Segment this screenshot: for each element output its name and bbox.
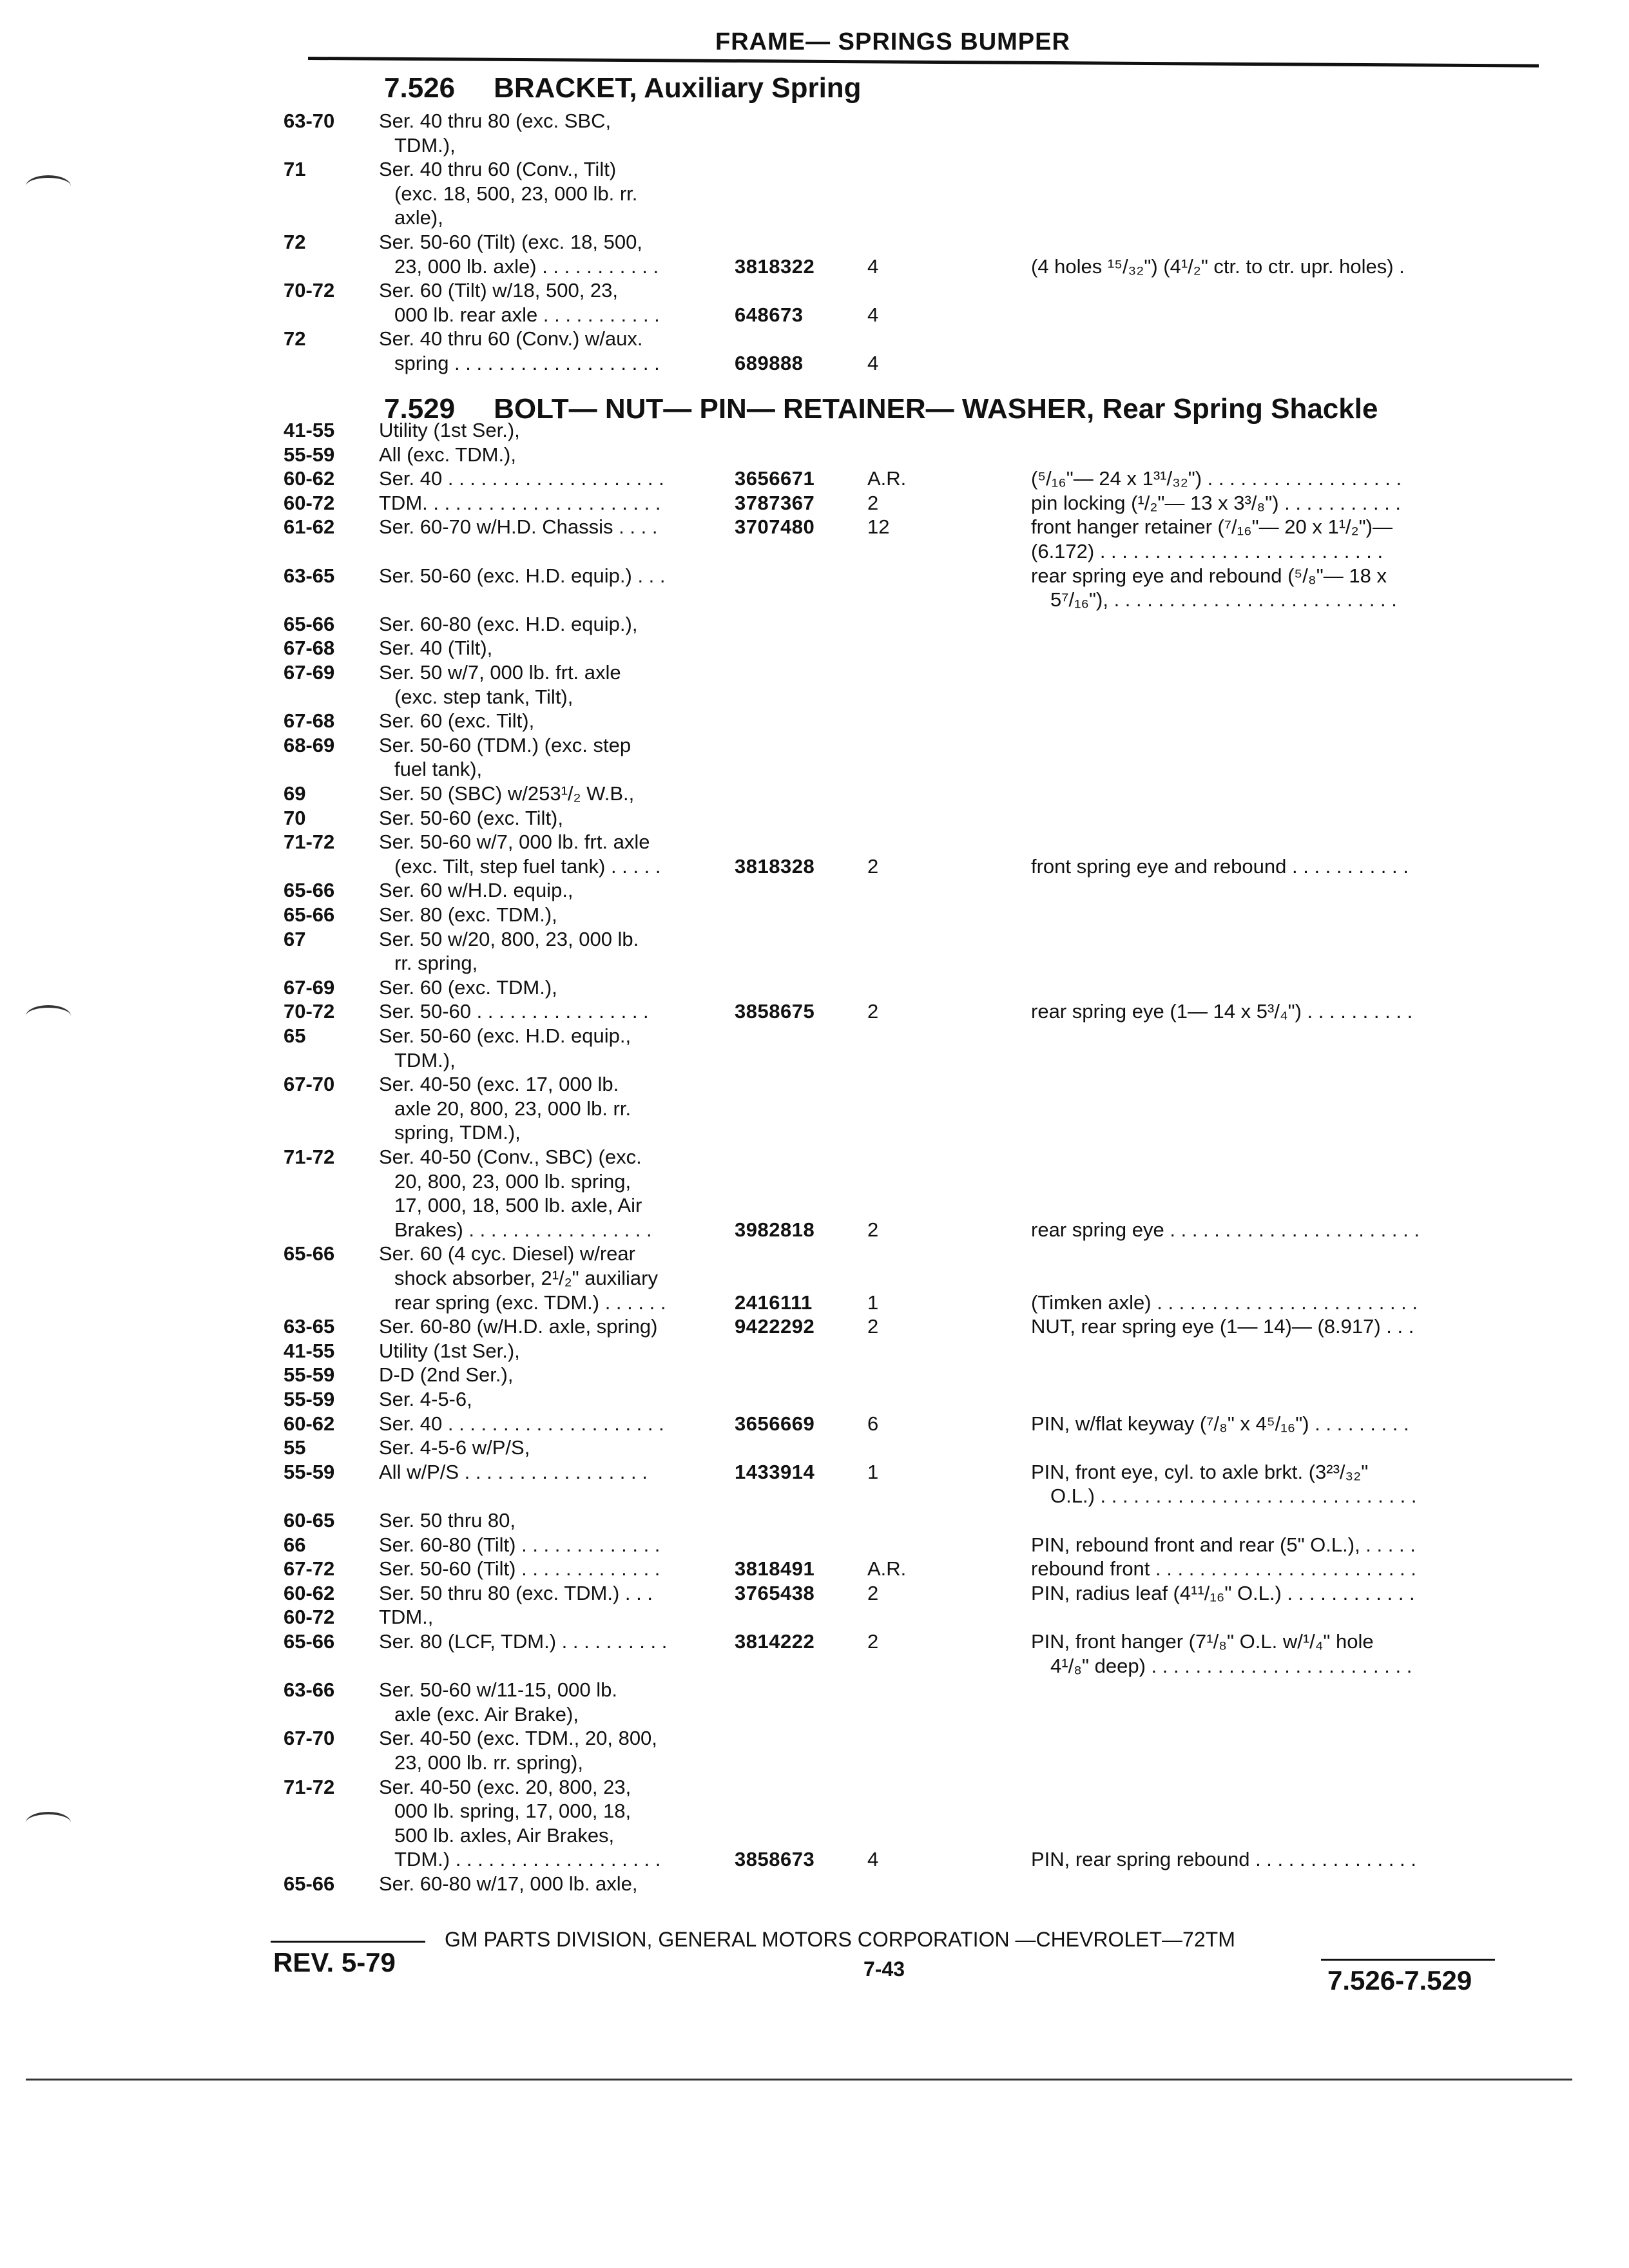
part-row [0,492,1629,515]
part-row [0,1485,1629,1508]
model-years: 63-65 [284,564,335,587]
part-row [0,1267,1629,1290]
quantity: 2 [867,1000,879,1023]
part-description: front spring eye and rebound . . . . . . . . . . . [1031,854,1409,878]
model-years: 67-69 [284,975,335,999]
application: Ser. 50-60 . . . . . . . . . . . . . . . . [379,1000,649,1023]
part-row [0,1436,1629,1459]
part-row [0,807,1629,830]
part-number: 689888 [735,352,804,374]
part-row [0,1800,1629,1823]
application: Ser. 60 (exc. Tilt), [379,709,535,733]
part-description: pin locking (¹/₂"— 13 x 3³/₈") . . . . . . . . . . . [1031,491,1402,514]
part-description: PIN, rear spring rebound . . . . . . . . . . . . . . . [1031,1848,1416,1871]
part-row [0,637,1629,660]
application: TDM.), [394,133,456,157]
application: TDM.), [394,1048,456,1072]
part-number: 3858675 [735,1000,815,1023]
part-row [0,1606,1629,1629]
model-years: 67-72 [284,1557,335,1581]
model-years: 60-72 [284,1606,335,1629]
model-years: 60-72 [284,491,335,514]
part-row [0,1146,1629,1169]
quantity: 2 [867,1581,879,1604]
part-row [0,1315,1629,1338]
model-years: 65-66 [284,1872,335,1895]
part-row [0,928,1629,951]
part-row [0,255,1629,278]
application: Utility (1st Ser.), [379,1339,520,1362]
part-row [0,1509,1629,1532]
footer-publisher: GM PARTS DIVISION, GENERAL MOTORS CORPORATION —CHEVROLET—72TM [445,1928,1235,1951]
application: Ser. 60-80 (Tilt) . . . . . . . . . . . . . [379,1533,660,1556]
application: spring . . . . . . . . . . . . . . . . . . . [394,352,660,374]
application: fuel tank), [394,758,483,781]
part-description: (4 holes ¹⁵/₃₂") (4¹/₂" ctr. to ctr. upr. holes) . [1031,255,1405,278]
part-number: 9422292 [735,1315,815,1338]
section-title [384,72,862,104]
model-years: 67-70 [284,1073,335,1096]
part-row [0,976,1629,999]
section-heading: BOLT— NUT— PIN— RETAINER— WASHER, Rear Spring Shackle [494,393,1378,425]
part-row [0,515,1629,539]
application: Ser. 80 (LCF, TDM.) . . . . . . . . . . [379,1630,668,1653]
model-years: 55-59 [284,1460,335,1483]
model-years: 41-55 [284,419,335,441]
application: shock absorber, 2¹/₂" auxiliary [394,1267,658,1289]
application: Ser. 60 w/H.D. equip., [379,879,574,902]
quantity: 2 [867,1630,879,1653]
part-row [0,709,1629,733]
application: Ser. 40 thru 60 (Conv.) w/aux. [379,327,643,351]
part-number: 2416111 [735,1291,813,1314]
binder-hole-mark [26,175,71,197]
quantity: 2 [867,1218,879,1241]
model-years: 65-66 [284,1630,335,1653]
quantity: 2 [867,491,879,514]
page-header: FRAME— SPRINGS BUMPER [715,28,1070,55]
model-years: 61-62 [284,515,335,539]
part-number: 3814222 [735,1630,815,1653]
part-row [0,1000,1629,1023]
part-row [0,327,1629,351]
application: Ser. 40-50 (exc. TDM., 20, 800, [379,1727,657,1750]
part-row [0,831,1629,854]
application: Ser. 60-80 w/17, 000 lb. axle, [379,1872,638,1895]
application: (exc. 18, 500, 23, 000 lb. rr. [394,182,638,205]
part-number: 3656671 [735,467,815,490]
model-years: 71-72 [284,831,335,854]
model-years: 72 [284,327,306,351]
application: Ser. 50-60 w/11-15, 000 lb. [379,1678,617,1702]
application: Ser. 40 thru 60 (Conv., Tilt) [379,158,617,181]
model-years: 69 [284,782,306,805]
application: (exc. Tilt, step fuel tank) . . . . . [394,854,661,878]
part-number: 3818491 [735,1557,815,1581]
application: Ser. 50-60 (exc. H.D. equip.) . . . [379,564,666,587]
model-years: 65-66 [284,1242,335,1265]
part-row [0,110,1629,133]
quantity: A.R. [867,1557,907,1581]
application: Ser. 4-5-6 w/P/S, [379,1436,530,1459]
quantity: 12 [867,515,890,539]
application: All (exc. TDM.), [379,443,516,466]
revision-label: REV. 5-79 [273,1947,396,1977]
part-row [0,734,1629,757]
application: rr. spring, [394,952,478,975]
model-years: 71 [284,158,306,181]
application: axle (exc. Air Brake), [394,1702,579,1725]
application: Ser. 50-60 (exc. Tilt), [379,806,563,829]
part-row [0,206,1629,229]
application: 23, 000 lb. axle) . . . . . . . . . . . [394,255,659,278]
model-years: 70-72 [284,279,335,302]
model-years: 60-65 [284,1509,335,1532]
part-row [0,1461,1629,1484]
part-row [0,1776,1629,1799]
part-number: 3982818 [735,1218,815,1241]
part-row [0,952,1629,975]
application: Ser. 50-60 (exc. H.D. equip., [379,1024,631,1047]
application: Ser. 50-60 (Tilt) (exc. 18, 500, [379,231,642,253]
part-number: 3787367 [735,491,815,514]
application: Brakes) . . . . . . . . . . . . . . . . . [394,1218,652,1241]
part-row [0,588,1629,611]
part-row [0,686,1629,709]
quantity: 2 [867,854,879,878]
model-years: 65-66 [284,879,335,902]
part-row [0,1242,1629,1265]
part-row [0,1049,1629,1072]
model-years: 71-72 [284,1146,335,1168]
application: Ser. 60 (Tilt) w/18, 500, 23, [379,279,619,302]
quantity: 4 [867,352,879,374]
part-description: PIN, front hanger (7¹/₈" O.L. w/¹/₄" hole [1031,1630,1374,1653]
model-years: 65-66 [284,612,335,635]
application: All w/P/S . . . . . . . . . . . . . . . . . [379,1460,648,1483]
part-row [0,782,1629,805]
application: Ser. 40 . . . . . . . . . . . . . . . . . . . . [379,1412,664,1435]
quantity: A.R. [867,467,907,490]
binder-hole-mark [26,1812,71,1834]
application: 20, 800, 23, 000 lb. spring, [394,1169,631,1193]
application: Ser. 50 thru 80 (exc. TDM.) . . . [379,1581,653,1604]
application: 500 lb. axles, Air Brakes, [394,1823,615,1847]
model-years: 70-72 [284,1000,335,1023]
part-row [0,1727,1629,1750]
part-row [0,1024,1629,1048]
part-row [0,467,1629,490]
application: axle 20, 800, 23, 000 lb. rr. [394,1097,631,1120]
model-years: 60-62 [284,467,335,490]
model-years: 71-72 [284,1775,335,1798]
part-row [0,182,1629,206]
model-years: 55-59 [284,1363,335,1387]
application: Ser. 4-5-6, [379,1388,472,1410]
application: Ser. 50-60 (TDM.) (exc. step [379,733,631,756]
part-row [0,1291,1629,1314]
model-years: 67-68 [284,709,335,733]
application: 000 lb. rear axle . . . . . . . . . . . [394,303,660,326]
application: 17, 000, 18, 500 lb. axle, Air [394,1194,642,1217]
part-number: 3818322 [735,255,815,278]
part-row [0,134,1629,157]
model-years: 67-69 [284,661,335,684]
model-years: 72 [284,231,306,253]
part-row [0,1824,1629,1847]
application: (exc. step tank, Tilt), [394,685,574,708]
application: Ser. 80 (exc. TDM.), [379,903,557,926]
part-description: rear spring eye (1— 14 x 5³/₄") . . . . . . . . . . [1031,1000,1413,1023]
part-row [0,1630,1629,1653]
model-years: 55-59 [284,443,335,466]
part-row [0,903,1629,927]
application: Ser. 40 . . . . . . . . . . . . . . . . . . . . [379,467,664,490]
part-row [0,855,1629,878]
part-row [0,1388,1629,1411]
application: Ser. 60-80 (w/H.D. axle, spring) [379,1315,658,1338]
application: Ser. 50 (SBC) w/253¹/₂ W.B., [379,782,635,805]
binder-hole-mark [26,1005,71,1027]
model-years: 60-62 [284,1581,335,1604]
part-description: rebound front . . . . . . . . . . . . . . . . . . . . . . . . [1031,1557,1416,1581]
part-row [0,1194,1629,1217]
scan-edge-line [26,2079,1572,2081]
model-years: 66 [284,1533,306,1556]
part-row [0,1340,1629,1363]
quantity: 4 [867,255,879,278]
application: Ser. 60-80 (exc. H.D. equip.), [379,612,638,635]
part-number: 3707480 [735,515,815,539]
part-description: PIN, rebound front and rear (5" O.L.), . . . . . [1031,1533,1416,1556]
part-row [0,1533,1629,1557]
part-row [0,1097,1629,1120]
part-description: PIN, radius leaf (4¹¹/₁₆" O.L.) . . . . . . . . . . . . [1031,1581,1415,1604]
application: Ser. 50-60 (Tilt) . . . . . . . . . . . . . [379,1557,660,1581]
page-number: 7-43 [863,1957,905,1981]
part-row [0,279,1629,302]
part-row [0,879,1629,902]
part-row [0,303,1629,327]
part-row [0,1582,1629,1605]
footer-rule-right [1321,1959,1495,1961]
part-row [0,1848,1629,1871]
model-years: 68-69 [284,733,335,756]
part-row [0,564,1629,588]
model-years: 60-62 [284,1412,335,1435]
application: axle), [394,206,443,229]
application: Ser. 50-60 w/7, 000 lb. frt. axle [379,831,650,854]
part-row [0,1703,1629,1726]
application: Ser. 60 (4 cyc. Diesel) w/rear [379,1242,635,1265]
part-description: 5⁷/₁₆"), . . . . . . . . . . . . . . . . . . . . . . . . . . [1050,588,1397,611]
application: spring, TDM.), [394,1121,521,1144]
model-years: 70 [284,806,306,829]
application: Ser. 50 w/7, 000 lb. frt. axle [379,661,621,684]
model-years: 55 [284,1436,306,1459]
part-description: PIN, w/flat keyway (⁷/₈" x 4⁵/₁₆") . . . . . . . . . [1031,1412,1409,1435]
model-years: 55-59 [284,1388,335,1410]
part-description: PIN, front eye, cyl. to axle brkt. (3²³/₃₂" [1031,1460,1369,1483]
part-description: (6.172) . . . . . . . . . . . . . . . . . . . . . . . . . . [1031,540,1383,562]
part-description: (⁵/₁₆"— 24 x 1³¹/₃₂") . . . . . . . . . . . . . . . . . . [1031,467,1402,490]
part-number: 3765438 [735,1581,815,1604]
section-number: 7.529 [384,393,456,425]
part-row [0,540,1629,563]
model-years: 67 [284,927,306,950]
application: D-D (2nd Ser.), [379,1363,514,1387]
application: rear spring (exc. TDM.) . . . . . . [394,1291,666,1314]
part-row [0,1872,1629,1896]
model-years: 65-66 [284,903,335,926]
application: Ser. 60 (exc. TDM.), [379,975,557,999]
section-range: 7.526-7.529 [1327,1965,1472,1995]
application: Utility (1st Ser.), [379,419,520,441]
part-description: (Timken axle) . . . . . . . . . . . . . . . . . . . . . . . . [1031,1291,1418,1314]
part-row [0,1678,1629,1702]
application: Ser. 40-50 (exc. 20, 800, 23, [379,1775,631,1798]
part-number: 3858673 [735,1848,815,1871]
quantity: 4 [867,303,879,326]
part-description: NUT, rear spring eye (1— 14)— (8.917) . . . [1031,1315,1414,1338]
part-row [0,758,1629,781]
application: 23, 000 lb. rr. spring), [394,1751,583,1774]
application: 000 lb. spring, 17, 000, 18, [394,1800,631,1823]
model-years: 67-70 [284,1727,335,1750]
part-row [0,1655,1629,1678]
part-row [0,419,1629,442]
application: Ser. 40 thru 80 (exc. SBC, [379,110,612,132]
application: TDM. . . . . . . . . . . . . . . . . . . . . . [379,491,661,514]
part-description: rear spring eye . . . . . . . . . . . . . . . . . . . . . . . [1031,1218,1420,1241]
part-description: O.L.) . . . . . . . . . . . . . . . . . . . . . . . . . . . . . [1050,1485,1417,1508]
header-rule [308,57,1539,68]
model-years: 63-65 [284,1315,335,1338]
application: Ser. 50 w/20, 800, 23, 000 lb. [379,927,639,950]
model-years: 41-55 [284,1339,335,1362]
part-row [0,443,1629,466]
part-number: 648673 [735,303,804,326]
model-years: 67-68 [284,637,335,660]
section-number: 7.526 [384,72,456,104]
quantity: 6 [867,1412,879,1435]
quantity: 1 [867,1460,879,1483]
part-description: rear spring eye and rebound (⁵/₈"— 18 x [1031,564,1387,587]
part-row [0,1170,1629,1193]
quantity: 1 [867,1291,879,1314]
model-years: 65 [284,1024,306,1047]
part-row [0,1363,1629,1387]
part-row [0,1751,1629,1774]
application: Ser. 50 thru 80, [379,1509,516,1532]
application: TDM.) . . . . . . . . . . . . . . . . . . . [394,1848,661,1871]
part-row [0,158,1629,181]
part-row [0,1073,1629,1096]
part-row [0,613,1629,636]
model-years: 63-70 [284,110,335,132]
part-row [0,1218,1629,1242]
part-number: 3818328 [735,854,815,878]
part-row [0,661,1629,684]
model-years: 63-66 [284,1678,335,1702]
section-heading: BRACKET, Auxiliary Spring [494,72,862,104]
part-description: 4¹/₈" deep) . . . . . . . . . . . . . . . . . . . . . . . . [1050,1654,1412,1677]
part-row [0,1121,1629,1144]
part-row [0,1557,1629,1581]
application: TDM., [379,1606,434,1629]
part-number: 3656669 [735,1412,815,1435]
application: Ser. 40-50 (exc. 17, 000 lb. [379,1073,619,1096]
part-number: 1433914 [735,1460,815,1483]
part-row [0,352,1629,375]
part-row [0,231,1629,254]
part-row [0,1412,1629,1436]
quantity: 4 [867,1848,879,1871]
quantity: 2 [867,1315,879,1338]
application: Ser. 60-70 w/H.D. Chassis . . . . [379,515,658,539]
application: Ser. 40-50 (Conv., SBC) (exc. [379,1146,642,1168]
part-description: front hanger retainer (⁷/₁₆"— 20 x 1¹/₂")— [1031,515,1393,539]
footer-rule-left [271,1941,425,1943]
application: Ser. 40 (Tilt), [379,637,493,660]
